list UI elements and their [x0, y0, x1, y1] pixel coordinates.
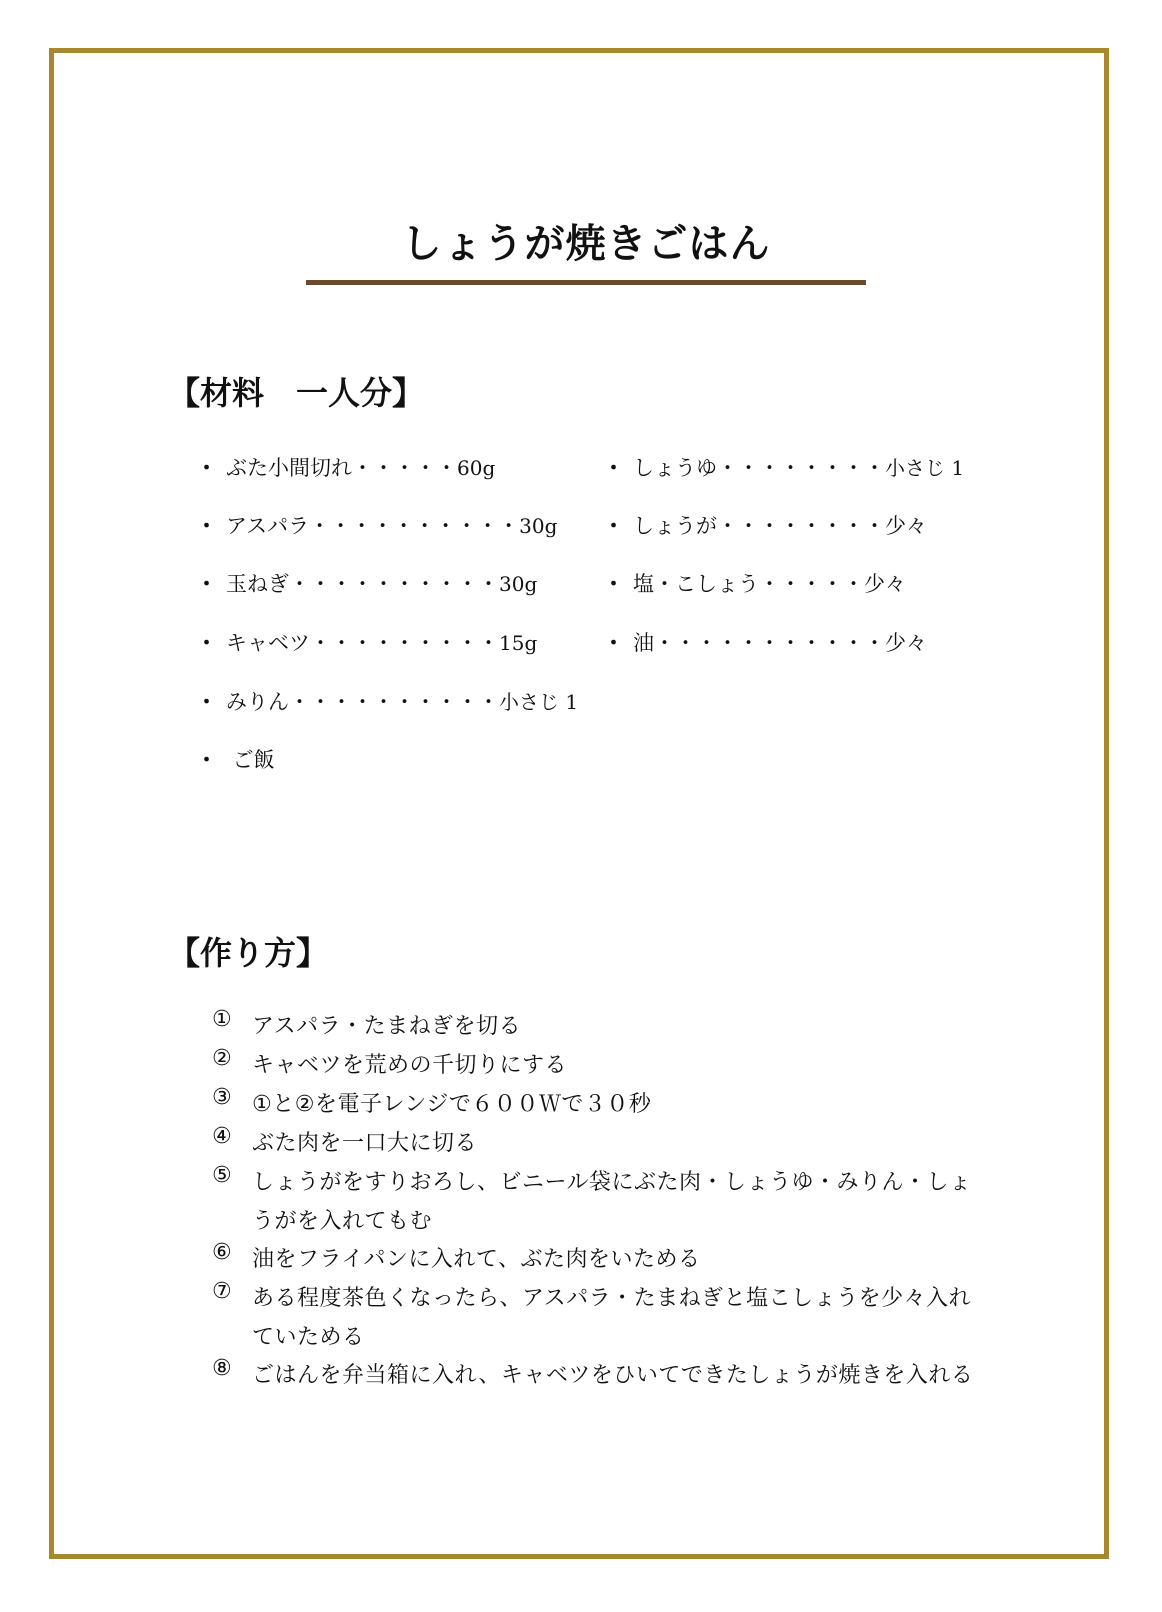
- ingredient-amount: 30g: [499, 572, 538, 596]
- leader-dots: ・・・・・: [759, 572, 864, 596]
- step-number: ⑧: [212, 1356, 232, 1381]
- leader-dots: ・・・・・: [352, 456, 457, 480]
- leader-dots: ・・・・・・・・・: [310, 631, 499, 655]
- step-number: ⑤: [212, 1163, 232, 1188]
- bullet: ・: [196, 748, 217, 772]
- bullet: ・: [603, 572, 624, 596]
- step-number: ③: [212, 1085, 232, 1110]
- step-text: キャベツを荒めの千切りにする: [252, 1053, 568, 1078]
- ingredient-name: アスパラ: [226, 514, 310, 538]
- step-number: ⑥: [212, 1240, 232, 1265]
- step-text: ぶた肉を一口大に切る: [252, 1131, 478, 1156]
- bullet: ・: [603, 514, 624, 538]
- ingredient-item: [196, 452, 495, 482]
- leader-dots: ・・・・・・・・・・: [289, 690, 499, 714]
- bullet: ・: [603, 631, 624, 655]
- ingredient-item: [603, 452, 964, 482]
- method-step: [212, 1279, 992, 1357]
- ingredient-name: キャベツ: [226, 631, 310, 655]
- method-step: [212, 1163, 992, 1241]
- ingredient-amount: 小さじ 1: [885, 456, 965, 480]
- ingredient-name: ぶた小間切れ: [226, 456, 352, 480]
- ingredient-amount: 15g: [499, 631, 538, 655]
- ingredient-name: ご飯: [226, 748, 275, 772]
- ingredient-amount: 30g: [519, 514, 558, 538]
- bullet: ・: [196, 572, 217, 596]
- step-text: ある程度茶色くなったら、アスパラ・たまねぎと塩こしょうを少々入れていためる: [252, 1286, 972, 1350]
- leader-dots: ・・・・・・・・: [717, 456, 885, 480]
- step-text: ごはんを弁当箱に入れ、キャベツをひいてできたしょうが焼きを入れる: [252, 1363, 974, 1388]
- step-number: ②: [212, 1046, 232, 1071]
- ingredient-amount: 少々: [864, 572, 906, 596]
- method-step: [212, 1124, 992, 1163]
- ingredient-item: [196, 686, 578, 716]
- bullet: ・: [603, 456, 624, 480]
- leader-dots: ・・・・・・・・・・: [289, 572, 499, 596]
- ingredient-name: みりん: [226, 690, 289, 714]
- method-step: [212, 1046, 992, 1085]
- ingredient-name: 玉ねぎ: [226, 572, 289, 596]
- step-text: アスパラ・たまねぎを切る: [252, 1014, 522, 1039]
- ingredient-amount: 少々: [885, 514, 927, 538]
- leader-dots: ・・・・・・・・: [717, 514, 885, 538]
- ingredient-name: 油: [633, 631, 654, 655]
- ingredient-item: [196, 510, 557, 540]
- ingredient-amount: 60g: [457, 456, 496, 480]
- ingredient-name: 塩・こしょう: [633, 572, 759, 596]
- bullet: ・: [196, 631, 217, 655]
- ingredient-amount: 少々: [885, 631, 927, 655]
- bullet: ・: [196, 514, 217, 538]
- ingredient-item: [603, 510, 927, 540]
- method-step: [212, 1356, 992, 1395]
- bullet: ・: [196, 456, 217, 480]
- ingredients-heading: 【材料 一人分】: [168, 374, 425, 412]
- step-number: ④: [212, 1124, 232, 1149]
- step-text: 油をフライパンに入れて、ぶた肉をいためる: [252, 1247, 701, 1272]
- ingredient-item: [603, 568, 906, 598]
- step-number: ①: [212, 1007, 232, 1032]
- ingredient-amount: 小さじ 1: [499, 690, 579, 714]
- ingredient-name: しょうが: [633, 514, 717, 538]
- ingredient-name: しょうゆ: [633, 456, 717, 480]
- ingredient-item: [196, 627, 537, 657]
- ingredient-item: [196, 744, 275, 774]
- step-number: ⑦: [212, 1279, 232, 1304]
- method-heading: 【作り方】: [168, 934, 329, 972]
- recipe-title: しょうが焼きごはん: [401, 221, 771, 267]
- bullet: ・: [196, 690, 217, 714]
- leader-dots: ・・・・・・・・・・・: [654, 631, 885, 655]
- method-step: [212, 1007, 992, 1046]
- step-text: ①と②を電子レンジで６００Ｗで３０秒: [252, 1092, 652, 1117]
- title-underline: [306, 280, 866, 285]
- method-step: [212, 1240, 992, 1279]
- method-step: [212, 1085, 992, 1124]
- leader-dots: ・・・・・・・・・・: [309, 514, 520, 538]
- ingredient-item: [603, 627, 927, 657]
- ingredient-item: [196, 568, 537, 598]
- step-text: しょうがをすりおろし、ビニール袋にぶた肉・しょうゆ・みりん・しょうがを入れてもむ: [252, 1170, 972, 1234]
